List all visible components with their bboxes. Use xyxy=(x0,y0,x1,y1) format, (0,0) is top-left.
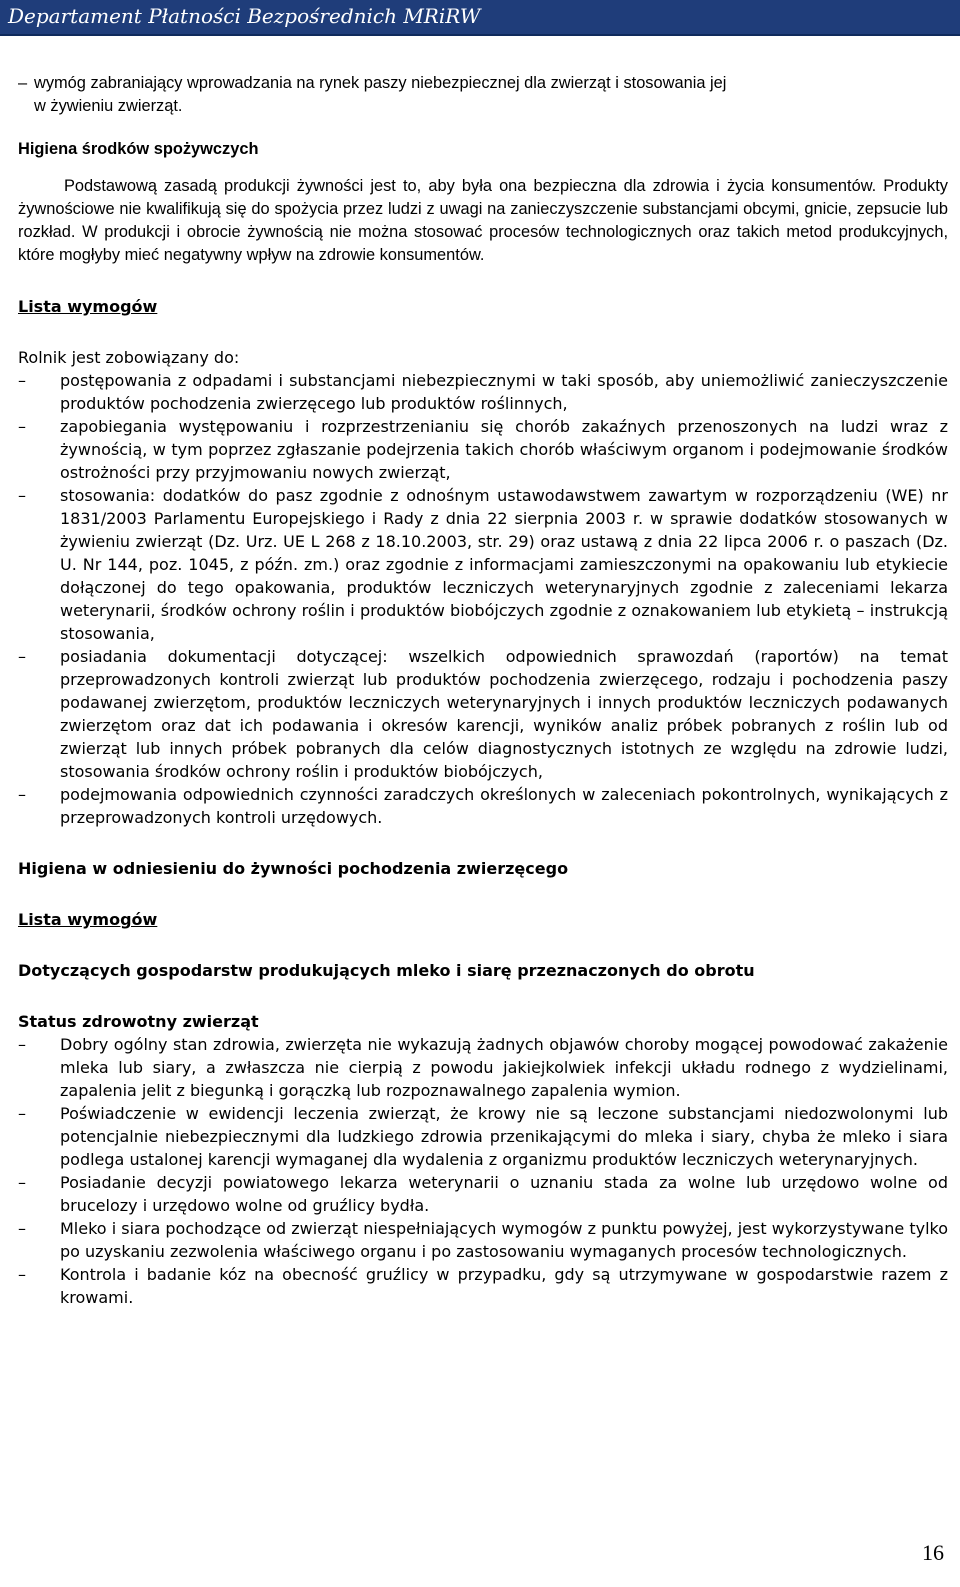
list-item xyxy=(18,645,948,783)
list-dash: – xyxy=(18,1219,26,1238)
list-dash: – xyxy=(18,371,26,390)
list-dash: – xyxy=(18,74,28,92)
list-dash: – xyxy=(18,1035,26,1054)
header-title: Departament Płatności Bezpośrednich MRiRW xyxy=(8,4,481,28)
list-item xyxy=(18,783,948,829)
list-dash: – xyxy=(18,486,26,505)
list-dash: – xyxy=(18,785,26,804)
intro-list-item xyxy=(18,72,948,118)
list-item-text: Dobry ogólny stan zdrowia, zwierzęta nie wykazują żadnych objawów choroby mogącej powodować zakażenie mleka lub siary, a zwłaszcza nie cierpią z powodu jakiejkolwiek infekcji układu rodnego z wydzielinami, zapalenia jelit z biegunką i gorączką lub rozpoznawalnego zapalenia wymion. xyxy=(60,1035,948,1100)
animal-health-list xyxy=(18,1033,948,1309)
list-item-text: Mleko i siara pochodzące od zwierząt niespełniających wymogów z punktu powyżej, jest wykorzystywane tylko po uzyskaniu zezwolenia właściwego organu i po zastosowaniu wymaganych procesów technologicznych. xyxy=(60,1219,948,1261)
list-item xyxy=(18,484,948,645)
requirements-list-heading: Lista wymogów xyxy=(18,297,158,316)
list-dash: – xyxy=(18,1104,26,1123)
list-item xyxy=(18,1033,948,1102)
list-item xyxy=(18,1102,948,1171)
document-body xyxy=(18,72,948,1309)
intro-item-line1: wymóg zabraniający wprowadzania na rynek paszy niebezpiecznej dla zwierząt i stosowania jej xyxy=(34,74,727,92)
list-dash: – xyxy=(18,1173,26,1192)
list-item xyxy=(18,415,948,484)
list-item xyxy=(18,369,948,415)
list-item-text: Poświadczenie w ewidencji leczenia zwierząt, że krowy nie są leczone substancjami niedozwolonymi lub potencjalnie niebezpiecznymi dla ludzkiego zdrowia przenikającymi do mleka i siary, chyba że mleko i siara podlega ustalonej karencji wymaganej dla wydalenia z organizmu produktów leczniczych weterynaryjnych. xyxy=(60,1104,948,1169)
farmer-obligations-list xyxy=(18,369,948,829)
list-dash: – xyxy=(18,1265,26,1284)
list-item-text: zapobiegania występowaniu i rozprzestrzenianiu się chorób zakaźnych przenoszonych na ludzi wraz z żywnością, w tym poprzez zgłaszanie podejrzenia takich chorób właściwym organom i podejmowanie środków ostrożności przy przyjmowaniu nowych zwierząt, xyxy=(60,417,948,482)
requirements-list-heading-2: Lista wymogów xyxy=(18,910,158,929)
list-dash: – xyxy=(18,647,26,666)
list-item-text: stosowania: dodatków do pasz zgodnie z odnośnym ustawodawstwem zawartym w rozporządzeniu (WE) nr 1831/2003 Parlamentu Europejskiego i Rady z dnia 22 sierpnia 2003 r. w sprawie dodatków stosowanych w żywieniu zwierząt (Dz. Urz. UE L 268 z 18.10.2003, str. 29) oraz ustawą z dnia 22 lipca 2006 r. o paszach (Dz. U. Nr 144, poz. 1045, z późn. zm.) oraz zgodnie z informacjami zamieszczonymi na opakowaniu lub etykiecie dołączonej do tego opakowania, produktów leczniczych weterynaryjnych zgodnie z zaleceniami lekarza weterynarii, środków ochrony roślin i produktów biobójczych zgodnie z oznakowaniem lub etykietą – instrukcją stosowania, xyxy=(60,486,948,643)
list-item xyxy=(18,1217,948,1263)
list-item-text: Kontrola i badanie kóz na obecność gruźlicy w przypadku, gdy są utrzymywane w gospodarstwie razem z krowami. xyxy=(60,1265,948,1307)
page-number: 16 xyxy=(922,1540,944,1565)
list-item-text: postępowania z odpadami i substancjami niebezpiecznymi w taki sposób, aby uniemożliwić zanieczyszczenie produktów pochodzenia zwierzęcego lub produktów roślinnych, xyxy=(60,371,948,413)
list-item xyxy=(18,1171,948,1217)
intro-item-line2: w żywieniu zwierząt. xyxy=(34,97,183,115)
food-hygiene-paragraph: Podstawową zasadą produkcji żywności jest to, aby była ona bezpieczna dla zdrowia i życia konsumentów. Produkty żywnościowe nie kwalifikują się do spożycia przez ludzi z uwagi na zanieczyszczenie substancjami obcymi, gnicie, zepsucie lub rozkład. W produkcji i obrocie żywnością nie można stosować procesów technologicznych oraz takich metod produkcyjnych, które mogłyby mieć negatywny wpływ na zdrowie konsumentów. xyxy=(18,177,948,264)
dairy-farms-heading: Dotyczących gospodarstw produkujących mleko i siarę przeznaczonych do obrotu xyxy=(18,961,755,980)
page-header xyxy=(0,0,960,36)
section-heading-animal-origin: Higiena w odniesieniu do żywności pochodzenia zwierzęcego xyxy=(18,859,569,878)
section-heading-food-hygiene: Higiena środków spożywczych xyxy=(18,140,259,158)
list-item-text: Posiadanie decyzji powiatowego lekarza weterynarii o uznaniu stada za wolne lub urzędowo wolne od brucelozy i urzędowo wolne od gruźlicy bydła. xyxy=(60,1173,948,1215)
list-item-text: posiadania dokumentacji dotyczącej: wszelkich odpowiednich sprawozdań (raportów) na temat przeprowadzonych kontroli zwierząt lub produktów pochodzenia zwierzęcego, rodzaju i pochodzenia paszy podawanej zwierzętom, produktów leczniczych weterynaryjnych i innych produktów leczniczych podawanych zwierzętom oraz dat ich podawania i okresów karencji, wyników analiz próbek pobranych z roślin lub od zwierząt lub innych próbek pobranych dla celów diagnostycznych istotnych ze względu na zdrowie ludzi, stosowania środków ochrony roślin i produktów biobójczych, xyxy=(60,647,948,781)
requirements-lead: Rolnik jest zobowiązany do: xyxy=(18,348,240,367)
list-item-text: podejmowania odpowiednich czynności zaradczych określonych w zaleceniach pokontrolnych, wynikających z przeprowadzonych kontroli urzędowych. xyxy=(60,785,948,827)
list-item xyxy=(18,1263,948,1309)
list-dash: – xyxy=(18,417,26,436)
animal-health-heading: Status zdrowotny zwierząt xyxy=(18,1012,259,1031)
